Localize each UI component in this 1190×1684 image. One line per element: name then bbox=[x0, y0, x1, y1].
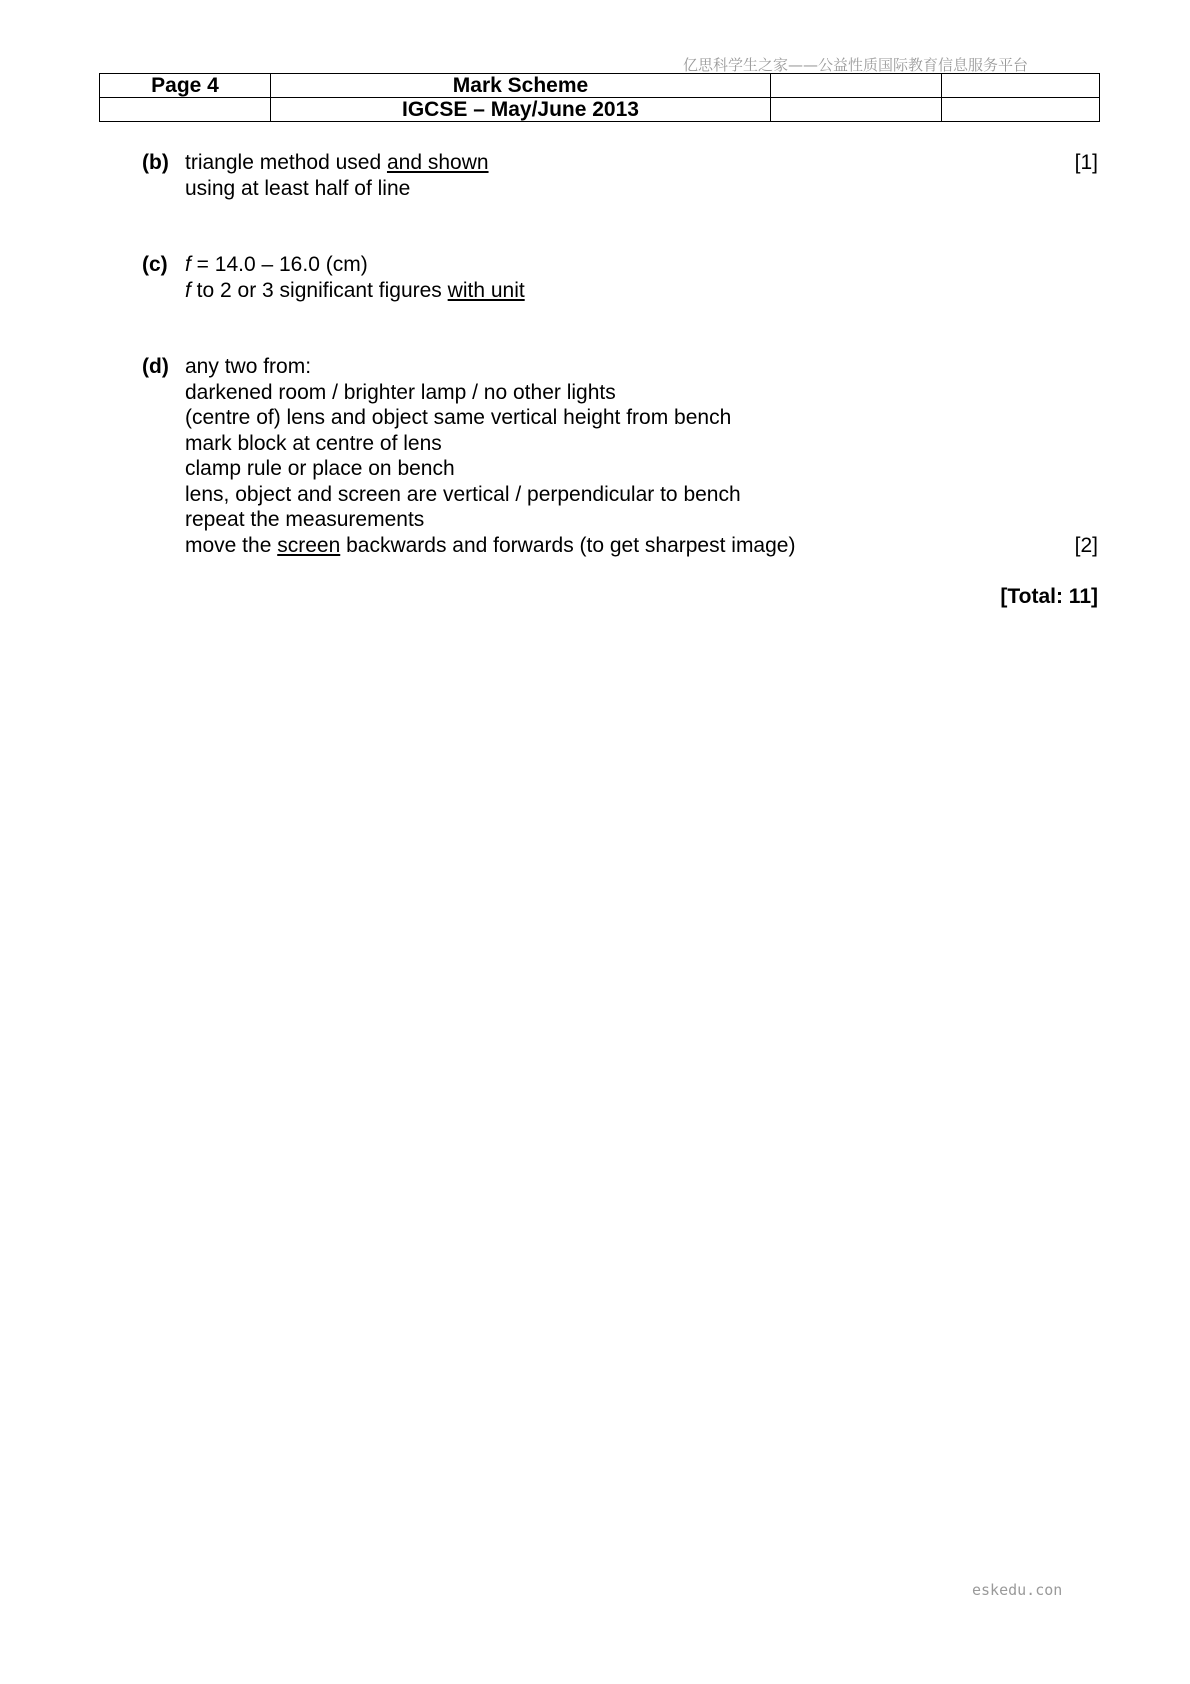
part-d-intro: any two from: bbox=[185, 355, 312, 378]
paper-cell bbox=[942, 74, 1100, 98]
header-table bbox=[99, 73, 1100, 122]
part-d-underlined: screen bbox=[277, 534, 341, 557]
part-d-item: (centre of) lens and object same vertical height from bench bbox=[185, 406, 732, 429]
list-item bbox=[0, 456, 1190, 482]
list-item bbox=[0, 431, 1190, 457]
empty-cell bbox=[100, 98, 271, 122]
part-d-last-post: backwards and forwards (to get sharpest image) bbox=[340, 534, 796, 557]
total-marks: [Total: 11] bbox=[1000, 585, 1098, 608]
part-d-line-1 bbox=[0, 354, 1190, 380]
part-b-label: (b) bbox=[142, 151, 169, 174]
list-item bbox=[0, 380, 1190, 406]
part-b-line-1 bbox=[0, 150, 1190, 176]
part-c-range: = 14.0 – 16.0 (cm) bbox=[190, 253, 368, 276]
part-d-item: mark block at centre of lens bbox=[185, 432, 442, 455]
part-c-line-1 bbox=[0, 252, 1190, 278]
part-b-text: triangle method used bbox=[185, 151, 387, 174]
syllabus-cell bbox=[771, 74, 942, 98]
list-item bbox=[0, 533, 1190, 559]
part-c-label: (c) bbox=[142, 253, 168, 276]
focal-length-symbol: f bbox=[185, 279, 191, 302]
focal-length-symbol: f bbox=[185, 253, 191, 276]
part-d-item: darkened room / brighter lamp / no other lights bbox=[185, 381, 616, 404]
empty-cell bbox=[942, 98, 1100, 122]
total-row bbox=[0, 584, 1190, 610]
part-c-underlined: with unit bbox=[447, 279, 525, 302]
part-d-item: lens, object and screen are vertical / perpendicular to bench bbox=[185, 483, 741, 506]
list-item bbox=[0, 507, 1190, 533]
page-number: Page 4 bbox=[100, 74, 271, 98]
list-item bbox=[0, 482, 1190, 508]
part-b-underlined: and shown bbox=[386, 151, 489, 174]
part-b-mark: [1] bbox=[1074, 151, 1098, 174]
part-b-line-2 bbox=[0, 176, 1190, 202]
document-title: Mark Scheme bbox=[271, 74, 771, 98]
exam-session: IGCSE – May/June 2013 bbox=[271, 98, 771, 122]
list-item bbox=[0, 405, 1190, 431]
part-b-text-2: using at least half of line bbox=[185, 177, 411, 200]
part-c-line-2 bbox=[0, 278, 1190, 304]
part-c-text: to 2 or 3 significant figures bbox=[190, 279, 448, 302]
empty-cell bbox=[771, 98, 942, 122]
watermark-bottom: eskedu.con bbox=[972, 1581, 1063, 1599]
part-d-item: repeat the measurements bbox=[185, 508, 425, 531]
part-d-mark: [2] bbox=[1074, 534, 1098, 557]
part-d-last-pre: move the bbox=[185, 534, 278, 557]
watermark-top: 亿思科学生之家——公益性质国际教育信息服务平台 bbox=[683, 56, 1029, 74]
part-d-item: clamp rule or place on bench bbox=[185, 457, 455, 480]
part-d-label: (d) bbox=[142, 355, 169, 378]
